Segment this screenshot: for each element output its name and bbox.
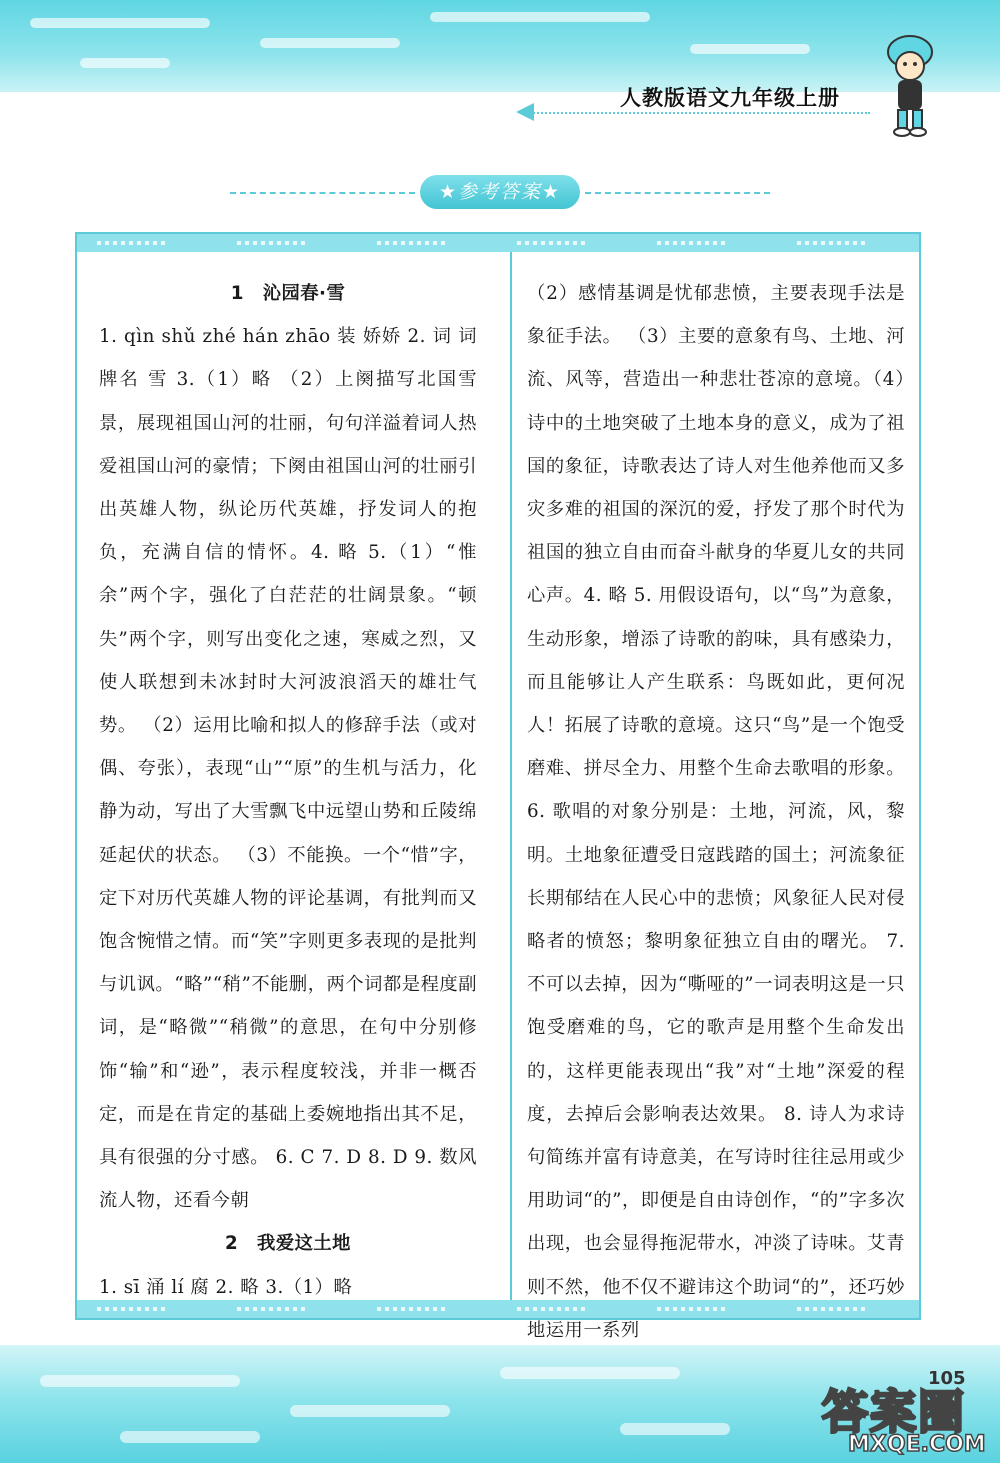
watermark-logo: 答案圈: [822, 1385, 966, 1439]
right-column: [527, 272, 905, 1352]
banner-rule-left: [230, 192, 415, 194]
lesson-1-answers: 1. qìn shǔ zhé hán zhāo 装 娇娇 2. 词 词牌名 雪 3.（1）略 （2）上阕描写北国雪景，展现祖国山河的壮丽，句句洋溢着词人热爱祖国山河的豪情；下阕由祖国山河的壮丽引出英雄人物，纵论历代英雄，抒发词人的抱负，充满自信的情怀。4. 略 5.（1）“惟余”两个字，强化了白茫茫的壮阔景象。“顿失”两个字，则写出变化之速，寒威之烈，又使人联想到未冰封时大河波浪滔天的雄壮气势。 （2）运用比喻和拟人的修辞手法（或对偶、夸张），表现“山”“原”的生机与活力，化静为动，写出了大雪飘飞中远望山势和丘陵绵延起伏的状态。 （3）不能换。一个“惜”字，定下对历代英雄人物的评论基调，有批判而又饱含惋惜之情。而“笑”字则更多表现的是批判与讥讽。“略”“稍”不能删，两个词都是程度副词，是“略微”“稍微”的意思，在句中分别修饰“输”和“逊”，表示程度较浅，并非一概否定，而是在肯定的基础上委婉地指出其不足，具有很强的分寸感。 6. C 7. D 8. D 9. 数风流人物，还看今朝: [99, 326, 477, 1212]
book-title: 人教版语文九年级上册: [620, 86, 840, 110]
page-number: 105: [928, 1368, 966, 1389]
header-rule: [530, 112, 870, 114]
section-banner: ★参考答案★: [420, 175, 580, 209]
column-divider: [510, 252, 512, 1300]
lesson-2-answers-start: 1. sī 涌 lí 腐 2. 略 3.（1）略: [99, 1276, 353, 1298]
lesson-2-answers-continued: （2）感情基调是忧郁悲愤，主要表现手法是象征手法。 （3）主要的意象有鸟、土地、河流、风等，营造出一种悲壮苍凉的意境。（4）诗中的土地突破了土地本身的意义，成为了祖国的象征，诗歌表达了诗人对生他养他而又多灾多难的祖国的深沉的爱，抒发了那个时代为祖国的独立自由而奋斗献身的华夏儿女的共同心声。4. 略 5. 用假设语句，以“鸟”为意象，生动形象，增添了诗歌的韵味，具有感染力，而且能够让人产生联系：鸟既如此，更何况人！拓展了诗歌的意境。这只“鸟”是一个饱受磨难、拼尽全力、用整个生命去歌唱的形象。 6. 歌唱的对象分别是：土地，河流，风，黎明。土地象征遭受日寇践踏的国土；河流象征长期郁结在人民心中的悲愤；风象征人民对侵略者的愤怒；黎明象征独立自由的曙光。 7. 不可以去掉，因为“嘶哑的”一词表明这是一只饱受磨难的鸟，它的歌声是用整个生命发出的，这样更能表现出“我”对“土地”深爱的程度，去掉后会影响表达效果。 8. 诗人为求诗句简练并富有诗意美，在写诗时往往忌用或少用助词“的”，即便是自由诗创作，“的”字多次出现，也会显得拖泥带水，冲淡了诗味。艾青则不然，他不仅不避讳这个助词“的”，还巧妙地运用一系列: [527, 283, 905, 1341]
left-column: [99, 272, 477, 1309]
lesson-heading-2: 2 我爱这土地: [225, 1233, 351, 1255]
answer-panel: [75, 232, 921, 1341]
top-decorative-band: [0, 0, 1000, 92]
lesson-heading-1: 1 沁园春·雪: [230, 283, 346, 304]
mascot-illustration: [880, 30, 940, 140]
banner-rule-right: [585, 192, 770, 194]
watermark-url: MXQE.COM: [848, 1432, 986, 1457]
panel-top-strip: [77, 234, 919, 252]
panel-bottom-strip: [77, 1300, 919, 1318]
